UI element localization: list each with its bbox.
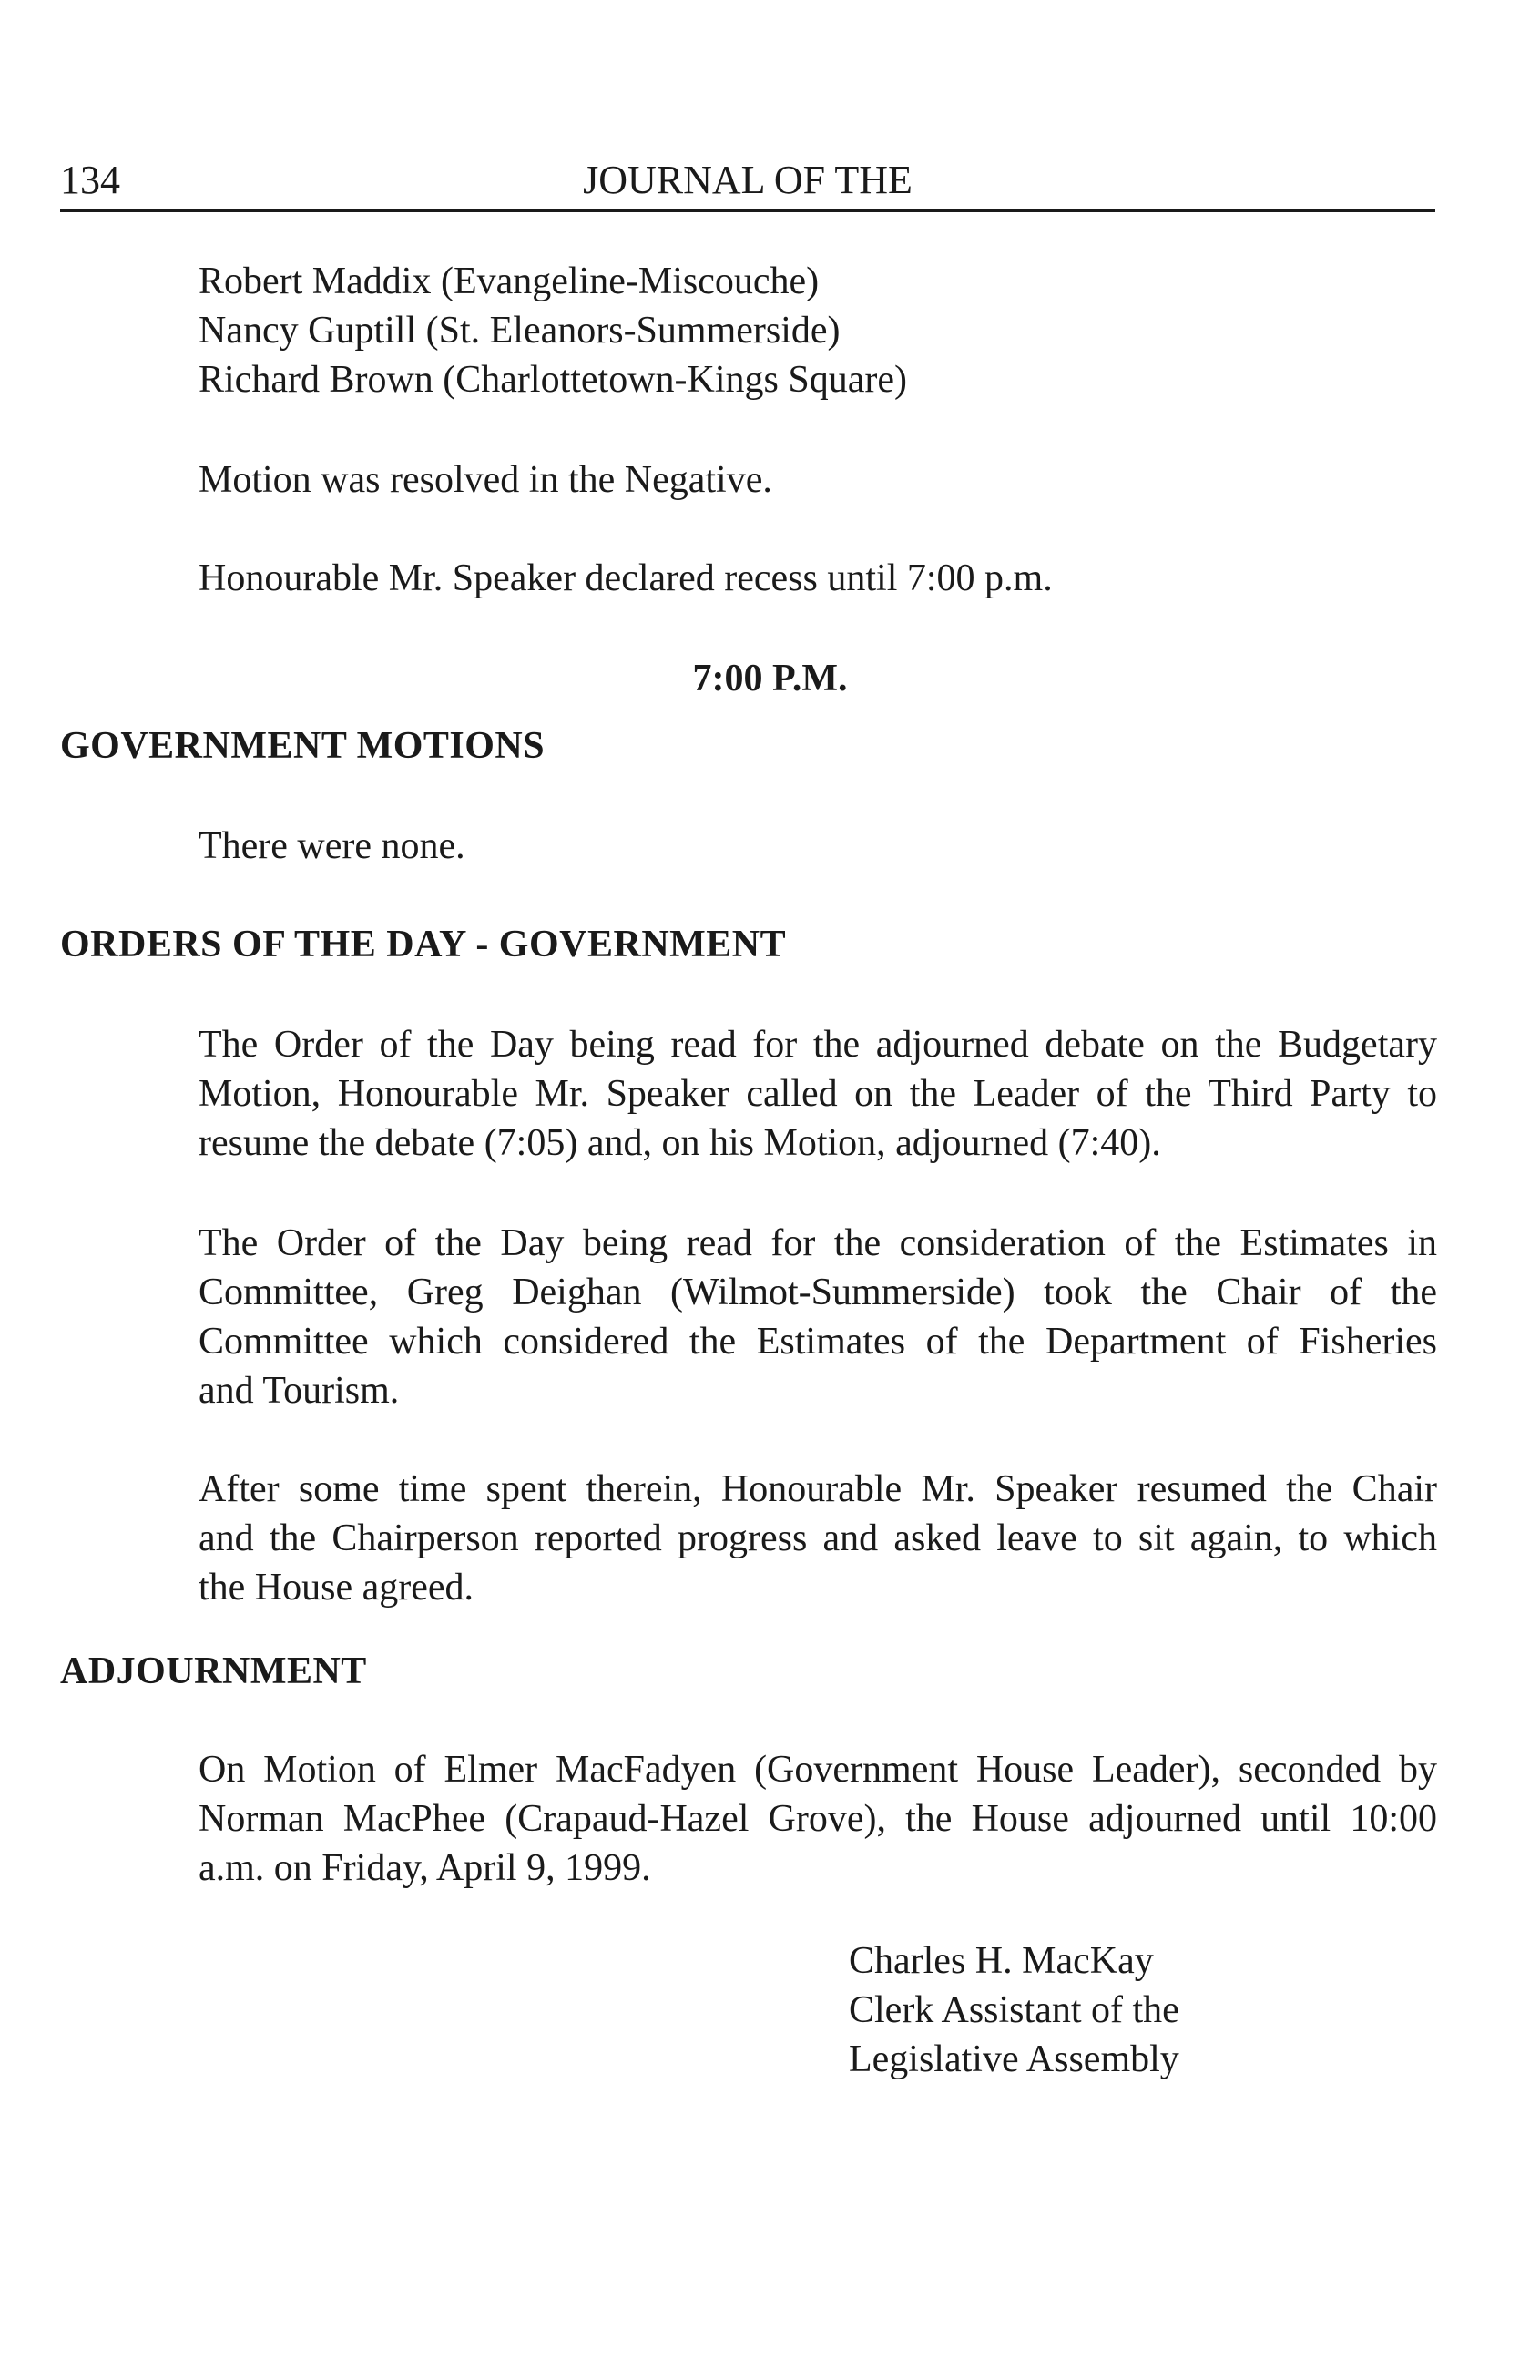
- signature-block: [849, 1936, 1179, 2084]
- adjournment-heading: ADJOURNMENT: [60, 1650, 367, 1692]
- government-motions-text: There were none.: [199, 825, 465, 867]
- motion-result: Motion was resolved in the Negative.: [199, 459, 772, 501]
- paragraph-line: Motion, Honourable Mr. Speaker called on the Leader of the Third Party to: [199, 1073, 1437, 1115]
- government-motions-heading: GOVERNMENT MOTIONS: [60, 725, 546, 767]
- member-line: Richard Brown (Charlottetown-Kings Square): [199, 359, 908, 401]
- paragraph-line: Committee which considered the Estimates of the Department of Fisheries: [199, 1321, 1437, 1363]
- paragraph-line: a.m. on Friday, April 9, 1999.: [199, 1847, 651, 1889]
- running-title: JOURNAL OF THE: [583, 158, 913, 202]
- paragraph-line: Committee, Greg Deighan (Wilmot-Summerside) took the Chair of the: [199, 1272, 1437, 1313]
- progress-paragraph: [199, 1465, 1437, 1612]
- signatory-title: Clerk Assistant of the: [849, 1989, 1179, 2031]
- paragraph-line: The Order of the Day being read for the consideration of the Estimates in: [199, 1222, 1437, 1264]
- paragraph-line: and the Chairperson reported progress and asked leave to sit again, to which: [199, 1517, 1437, 1559]
- budget-debate-paragraph: [199, 1020, 1437, 1168]
- orders-of-the-day-heading: ORDERS OF THE DAY - GOVERNMENT: [60, 924, 787, 965]
- adjournment-paragraph: [199, 1745, 1437, 1893]
- recess-notice: Honourable Mr. Speaker declared recess until 7:00 p.m.: [199, 557, 1053, 599]
- signatory-name: Charles H. MacKay: [849, 1940, 1154, 1982]
- paragraph-line: resume the debate (7:05) and, on his Motion, adjourned (7:40).: [199, 1122, 1161, 1164]
- time-heading: 7:00 P.M.: [692, 658, 848, 700]
- paragraph-line: After some time spent therein, Honourable Mr. Speaker resumed the Chair: [199, 1468, 1437, 1510]
- running-head: [60, 153, 1435, 212]
- signatory-title: Legislative Assembly: [849, 2038, 1179, 2080]
- paragraph-line: and Tourism.: [199, 1370, 400, 1412]
- member-list: [199, 257, 1437, 404]
- estimates-paragraph: [199, 1219, 1437, 1415]
- paragraph-line: the House agreed.: [199, 1567, 474, 1609]
- paragraph-line: The Order of the Day being read for the adjourned debate on the Budgetary: [199, 1024, 1437, 1066]
- member-line: Nancy Guptill (St. Eleanors-Summerside): [199, 310, 841, 352]
- paragraph-line: Norman MacPhee (Crapaud-Hazel Grove), the House adjourned until 10:00: [199, 1798, 1437, 1840]
- paragraph-line: On Motion of Elmer MacFadyen (Government House Leader), seconded by: [199, 1749, 1437, 1791]
- page-number: 134: [60, 158, 120, 202]
- member-line: Robert Maddix (Evangeline-Miscouche): [199, 260, 820, 302]
